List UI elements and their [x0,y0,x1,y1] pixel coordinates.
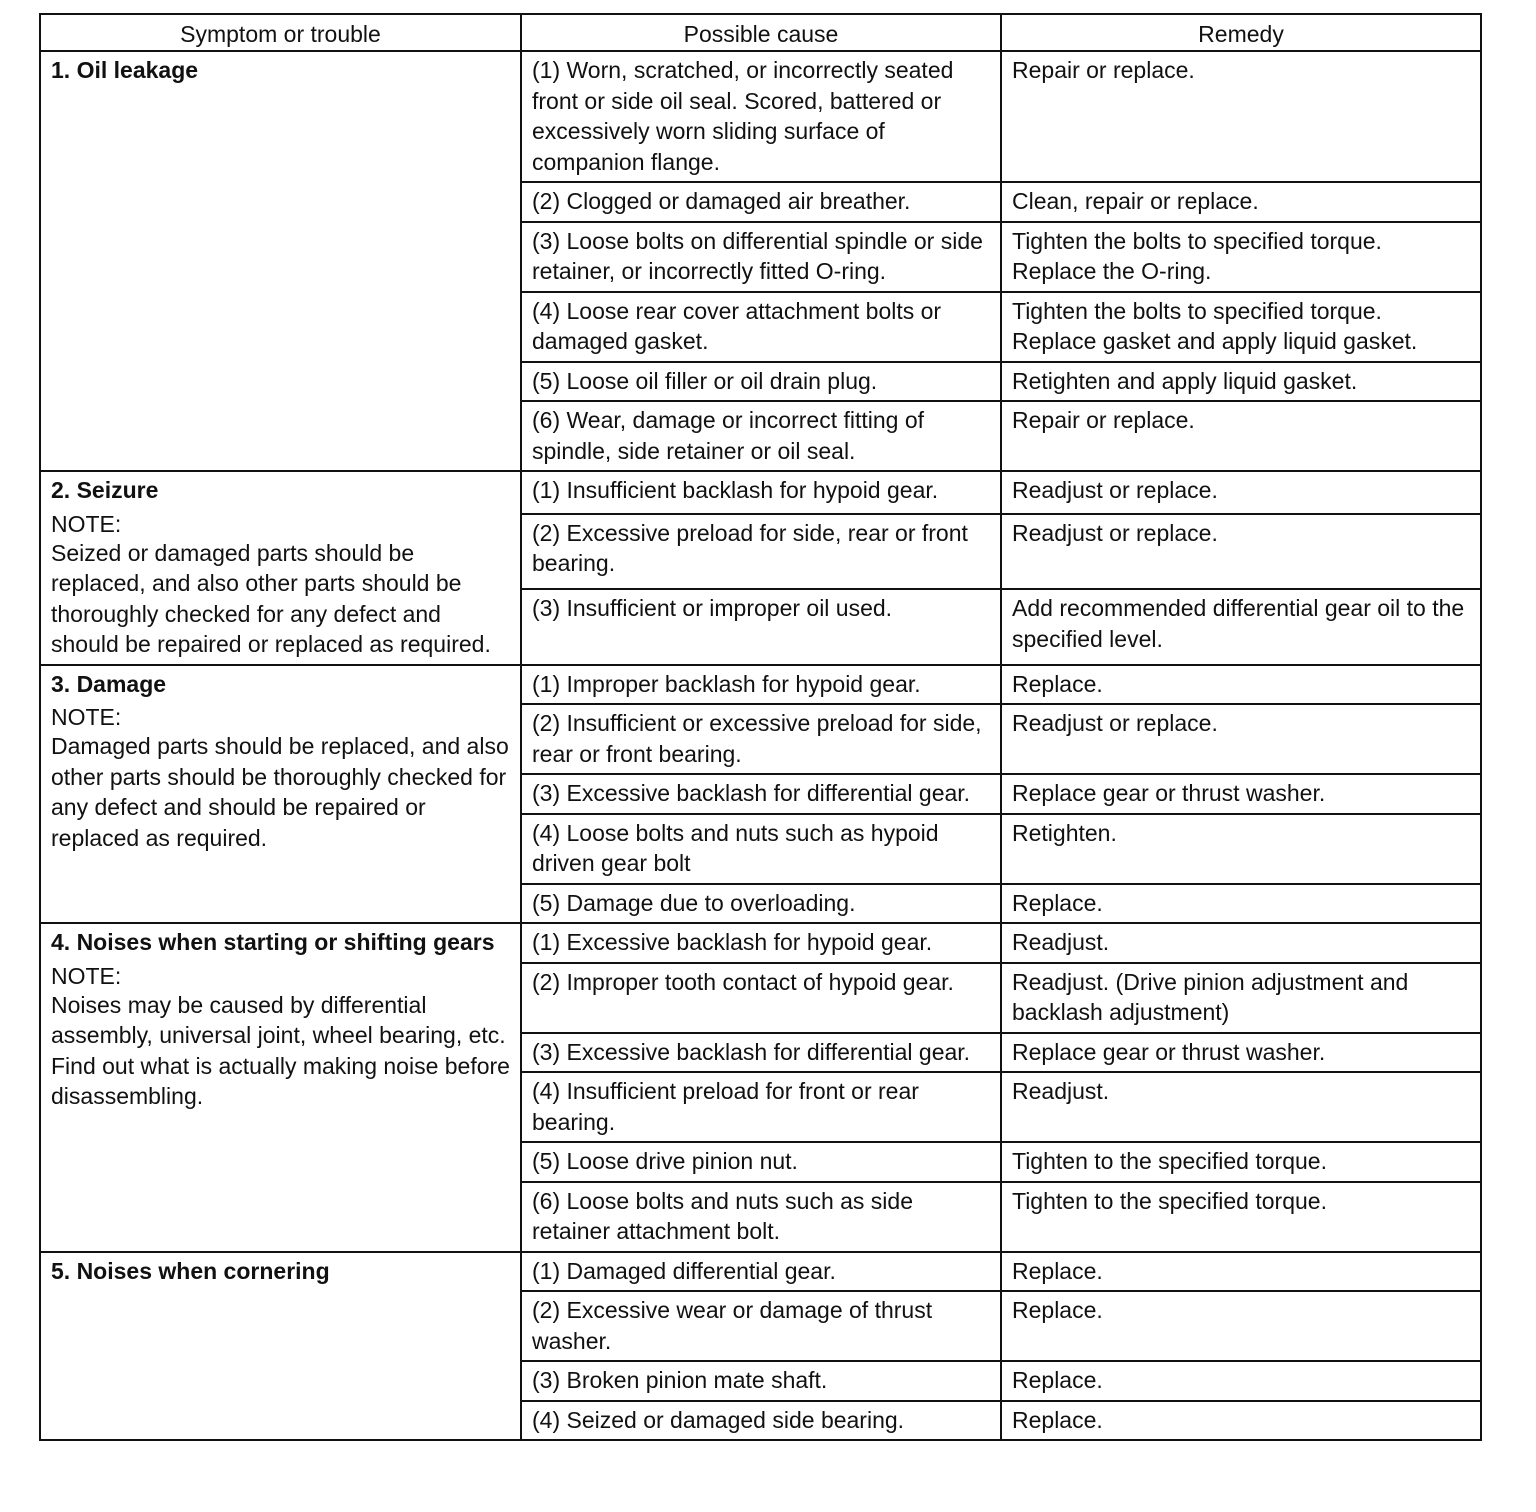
table-row [40,471,1481,514]
remedy-cell: Repair or replace. [1001,51,1481,182]
remedy-cell: Replace. [1001,1401,1481,1441]
remedy-cell: Replace gear or thrust washer. [1001,1033,1481,1073]
remedy-cell: Replace. [1001,1252,1481,1292]
remedy-cell: Add recommended differential gear oil to the specified level. [1001,589,1481,664]
symptom-cell [40,1252,521,1441]
cause-cell: (6) Loose bolts and nuts such as side retainer attachment bolt. [521,1182,1001,1252]
note-text: Damaged parts should be replaced, and also other parts should be thoroughly checked for any defect and should be repaired or replaced as required. [51,733,509,851]
remedy-cell: Replace gear or thrust washer. [1001,774,1481,814]
symptom-title: 1. Oil leakage [51,57,199,83]
remedy-cell: Readjust. (Drive pinion adjustment and backlash adjustment) [1001,963,1481,1033]
symptom-title: 4. Noises when starting or shifting gears [51,929,495,955]
cause-cell: (1) Worn, scratched, or incorrectly seated front or side oil seal. Scored, battered or excessively worn sliding surface of companion flange. [521,51,1001,182]
symptom-cell [40,51,521,471]
remedy-header: Remedy [1001,14,1481,51]
cause-cell: (1) Insufficient backlash for hypoid gear. [521,471,1001,514]
remedy-cell: Replace. [1001,884,1481,924]
remedy-cell: Retighten. [1001,814,1481,884]
cause-cell: (2) Clogged or damaged air breather. [521,182,1001,222]
note-label: NOTE: [51,704,122,730]
note-label: NOTE: [51,962,122,989]
header-row [40,14,1481,51]
troubleshooting-table [39,13,1482,1441]
cause-cell: (3) Broken pinion mate shaft. [521,1361,1001,1401]
symptom-title: 2. Seizure [51,477,159,503]
remedy-cell: Tighten the bolts to specified torque. Replace the O-ring. [1001,222,1481,292]
cause-cell: (1) Damaged differential gear. [521,1252,1001,1292]
note-text: Noises may be caused by differential assembly, universal joint, wheel bearing, etc. Find out what is actually making noise before disassembling. [51,991,510,1109]
symptom-header: Symptom or trouble [40,14,521,51]
cause-cell: (4) Seized or damaged side bearing. [521,1401,1001,1441]
remedy-cell: Replace. [1001,1291,1481,1361]
cause-cell: (4) Insufficient preload for front or rear bearing. [521,1072,1001,1142]
cause-cell: (3) Excessive backlash for differential gear. [521,774,1001,814]
cause-cell: (5) Loose drive pinion nut. [521,1142,1001,1182]
remedy-cell: Readjust or replace. [1001,471,1481,514]
table-row [40,1252,1481,1292]
cause-cell: (4) Loose bolts and nuts such as hypoid driven gear bolt [521,814,1001,884]
remedy-cell: Readjust. [1001,923,1481,963]
cause-cell: (6) Wear, damage or incorrect fitting of spindle, side retainer or oil seal. [521,401,1001,471]
cause-cell: (5) Damage due to overloading. [521,884,1001,924]
cause-cell: (2) Excessive wear or damage of thrust washer. [521,1291,1001,1361]
remedy-cell: Clean, repair or replace. [1001,182,1481,222]
symptom-title: 3. Damage [51,670,167,697]
cause-cell: (3) Excessive backlash for differential gear. [521,1033,1001,1073]
remedy-cell: Readjust. [1001,1072,1481,1142]
symptom-cell [40,665,521,924]
symptom-cell [40,471,521,665]
cause-header: Possible cause [521,14,1001,51]
remedy-cell: Retighten and apply liquid gasket. [1001,362,1481,402]
cause-cell: (1) Improper backlash for hypoid gear. [521,665,1001,705]
remedy-cell: Replace. [1001,665,1481,705]
note-label: NOTE: [51,510,122,537]
cause-cell: (1) Excessive backlash for hypoid gear. [521,923,1001,963]
table-row [40,923,1481,963]
table-row [40,665,1481,705]
cause-cell: (2) Excessive preload for side, rear or front bearing. [521,514,1001,589]
remedy-cell: Tighten to the specified torque. [1001,1142,1481,1182]
remedy-cell: Replace. [1001,1361,1481,1401]
note-text: Seized or damaged parts should be replaced, and also other parts should be thoroughly checked for any defect and should be repaired or replaced as required. [51,539,491,657]
cause-cell: (2) Improper tooth contact of hypoid gear. [521,963,1001,1033]
cause-cell: (3) Loose bolts on differential spindle or side retainer, or incorrectly fitted O-ring. [521,222,1001,292]
cause-cell: (5) Loose oil filler or oil drain plug. [521,362,1001,402]
symptom-title: 5. Noises when cornering [51,1257,330,1284]
remedy-cell: Tighten to the specified torque. [1001,1182,1481,1252]
cause-cell: (3) Insufficient or improper oil used. [521,589,1001,664]
symptom-cell [40,923,521,1252]
table-row [40,51,1481,182]
remedy-cell: Tighten the bolts to specified torque. Replace gasket and apply liquid gasket. [1001,292,1481,362]
remedy-cell: Readjust or replace. [1001,514,1481,589]
cause-cell: (4) Loose rear cover attachment bolts or damaged gasket. [521,292,1001,362]
remedy-cell: Repair or replace. [1001,401,1481,471]
cause-cell: (2) Insufficient or excessive preload for side, rear or front bearing. [521,704,1001,774]
remedy-cell: Readjust or replace. [1001,704,1481,774]
